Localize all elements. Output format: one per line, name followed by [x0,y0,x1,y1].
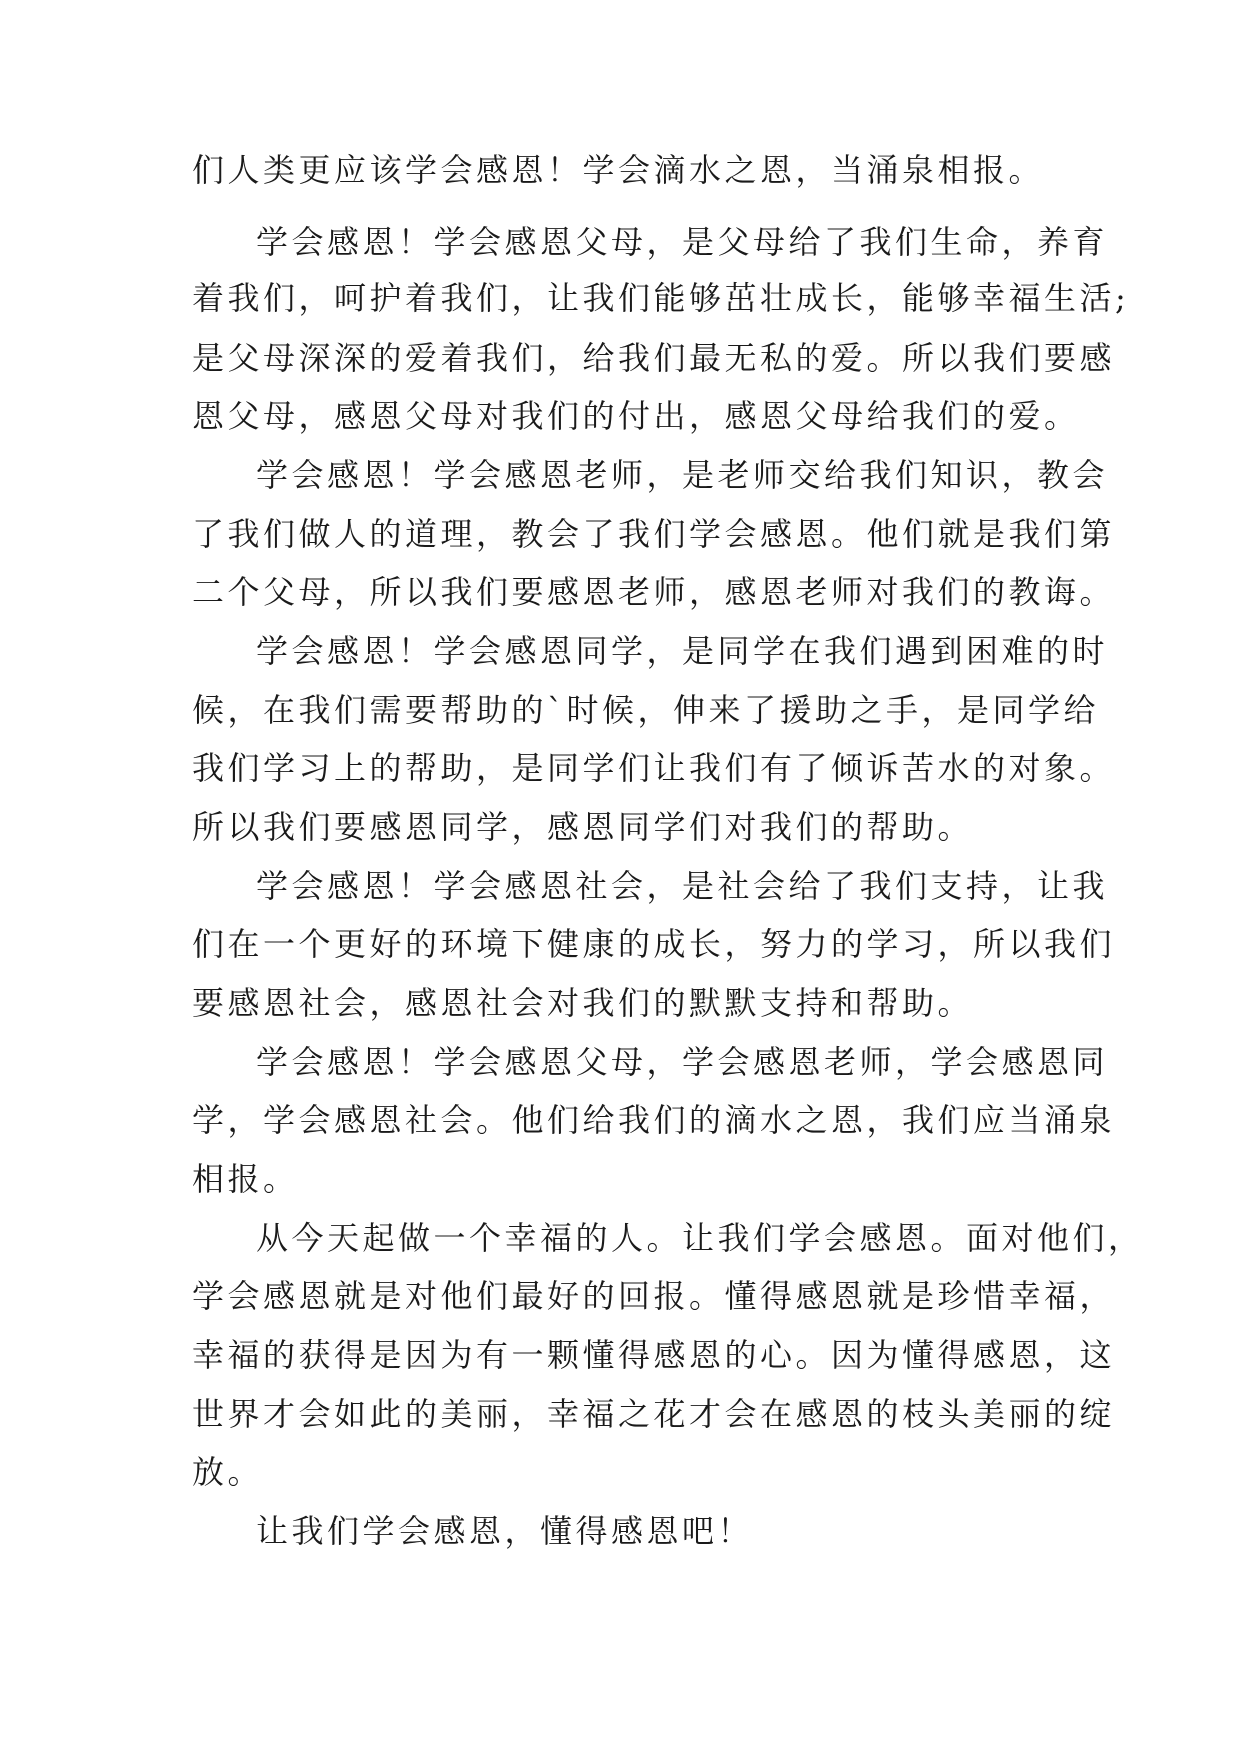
text-line: 我们学习上的帮助，是同学们让我们有了倾诉苦水的对象。 [192,749,1116,787]
paragraph-first-line: 学会感恩！学会感恩父母，是父母给了我们生命，养育 [256,223,1109,261]
text-line: 所以我们要感恩同学，感恩同学们对我们的帮助。 [192,808,974,846]
text-line: 们人类更应该学会感恩！学会滴水之恩，当涌泉相报。 [192,151,1045,189]
text-line: 放。 [192,1453,264,1491]
text-line: 幸福的获得是因为有一颗懂得感恩的心。因为懂得感恩，这 [192,1336,1116,1374]
text-line: 恩父母，感恩父母对我们的付出，感恩父母给我们的爱。 [192,397,1080,435]
paragraph-first-line: 学会感恩！学会感恩父母，学会感恩老师，学会感恩同 [256,1043,1109,1081]
text-line: 们在一个更好的环境下健康的成长，努力的学习，所以我们 [192,925,1116,963]
text-line: 了我们做人的道理，教会了我们学会感恩。他们就是我们第 [192,515,1116,553]
paragraph-first-line: 学会感恩！学会感恩同学，是同学在我们遇到困难的时 [256,632,1109,670]
paragraph-first-line: 学会感恩！学会感恩社会，是社会给了我们支持，让我 [256,867,1109,905]
text-line: 相报。 [192,1160,299,1198]
text-line: 候，在我们需要帮助的`时候，伸来了援助之手，是同学给 [192,691,1100,729]
text-line: 是父母深深的爱着我们，给我们最无私的爱。所以我们要感 [192,339,1116,377]
text-line: 着我们，呵护着我们，让我们能够茁壮成长，能够幸福生活; [192,279,1130,317]
text-line: 二个父母，所以我们要感恩老师，感恩老师对我们的教诲。 [192,573,1116,611]
paragraph-first-line: 让我们学会感恩，懂得感恩吧！ [256,1512,754,1550]
text-line: 学，学会感恩社会。他们给我们的滴水之恩，我们应当涌泉 [192,1101,1116,1139]
paragraph-first-line: 从今天起做一个幸福的人。让我们学会感恩。面对他们， [256,1219,1144,1257]
text-line: 世界才会如此的美丽，幸福之花才会在感恩的枝头美丽的绽 [192,1395,1116,1433]
text-line: 学会感恩就是对他们最好的回报。懂得感恩就是珍惜幸福， [192,1277,1116,1315]
paragraph-first-line: 学会感恩！学会感恩老师，是老师交给我们知识，教会 [256,456,1109,494]
text-line: 要感恩社会，感恩社会对我们的默默支持和帮助。 [192,984,974,1022]
